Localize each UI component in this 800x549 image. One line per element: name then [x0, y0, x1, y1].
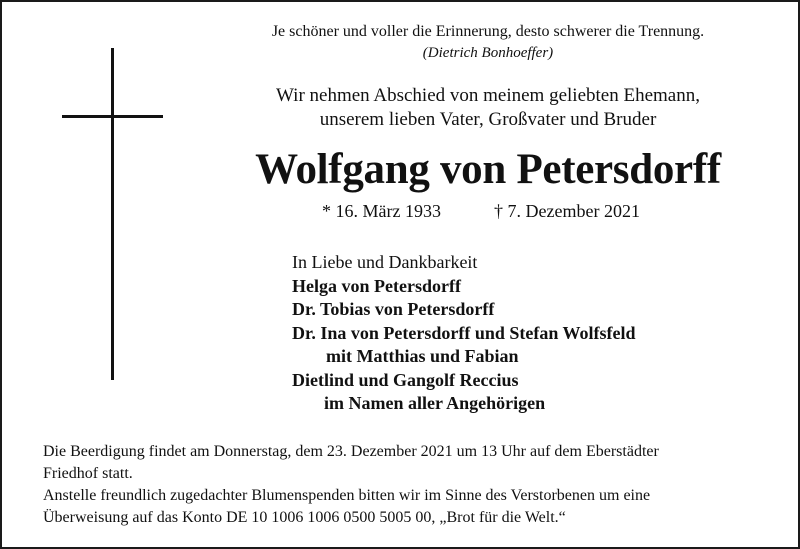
funeral-notice-line: Die Beerdigung findet am Donnerstag, dem 23. Dezember 2021 um 13 Uhr auf dem Eberstädter	[43, 443, 659, 460]
quote-text: Je schöner und voller die Erinnerung, desto schwerer die Trennung.	[271, 23, 705, 40]
family-member: Helga von Petersdorff	[292, 275, 461, 296]
quote-author: (Dietrich Bonhoeffer)	[422, 45, 554, 61]
deceased-name: Wolfgang von Petersdorff	[255, 146, 721, 193]
farewell-intro-line-1: Wir nehmen Abschied von meinem geliebten Ehemann,	[276, 85, 700, 106]
birth-date: * 16. März 1933	[322, 201, 441, 221]
family-intro: In Liebe und Dankbarkeit	[292, 252, 478, 272]
family-member: Dr. Tobias von Petersdorff	[292, 299, 495, 319]
cross-horizontal-bar	[62, 115, 163, 118]
death-date: † 7. Dezember 2021	[494, 201, 640, 221]
family-member: Dietlind und Gangolf Reccius	[292, 369, 519, 390]
funeral-notice-line: Friedhof statt.	[43, 465, 133, 482]
donation-notice-line: Anstelle freundlich zugedachter Blumenspenden bitten wir im Sinne des Verstorbenen um eine	[43, 487, 651, 504]
donation-notice-line: Überweisung auf das Konto DE 10 1006 1006 0500 5005 00, „Brot für die Welt.“	[43, 509, 566, 526]
family-signature-block	[292, 251, 636, 416]
family-member: mit Matthias und Fabian	[326, 346, 519, 366]
funeral-notice	[43, 441, 783, 529]
family-member: im Namen aller Angehörigen	[324, 393, 546, 413]
cross-vertical-bar	[111, 48, 114, 380]
family-member: Dr. Ina von Petersdorff und Stefan Wolfsfeld	[292, 322, 636, 343]
farewell-intro-line-2: unserem lieben Vater, Großvater und Bruder	[319, 109, 657, 130]
